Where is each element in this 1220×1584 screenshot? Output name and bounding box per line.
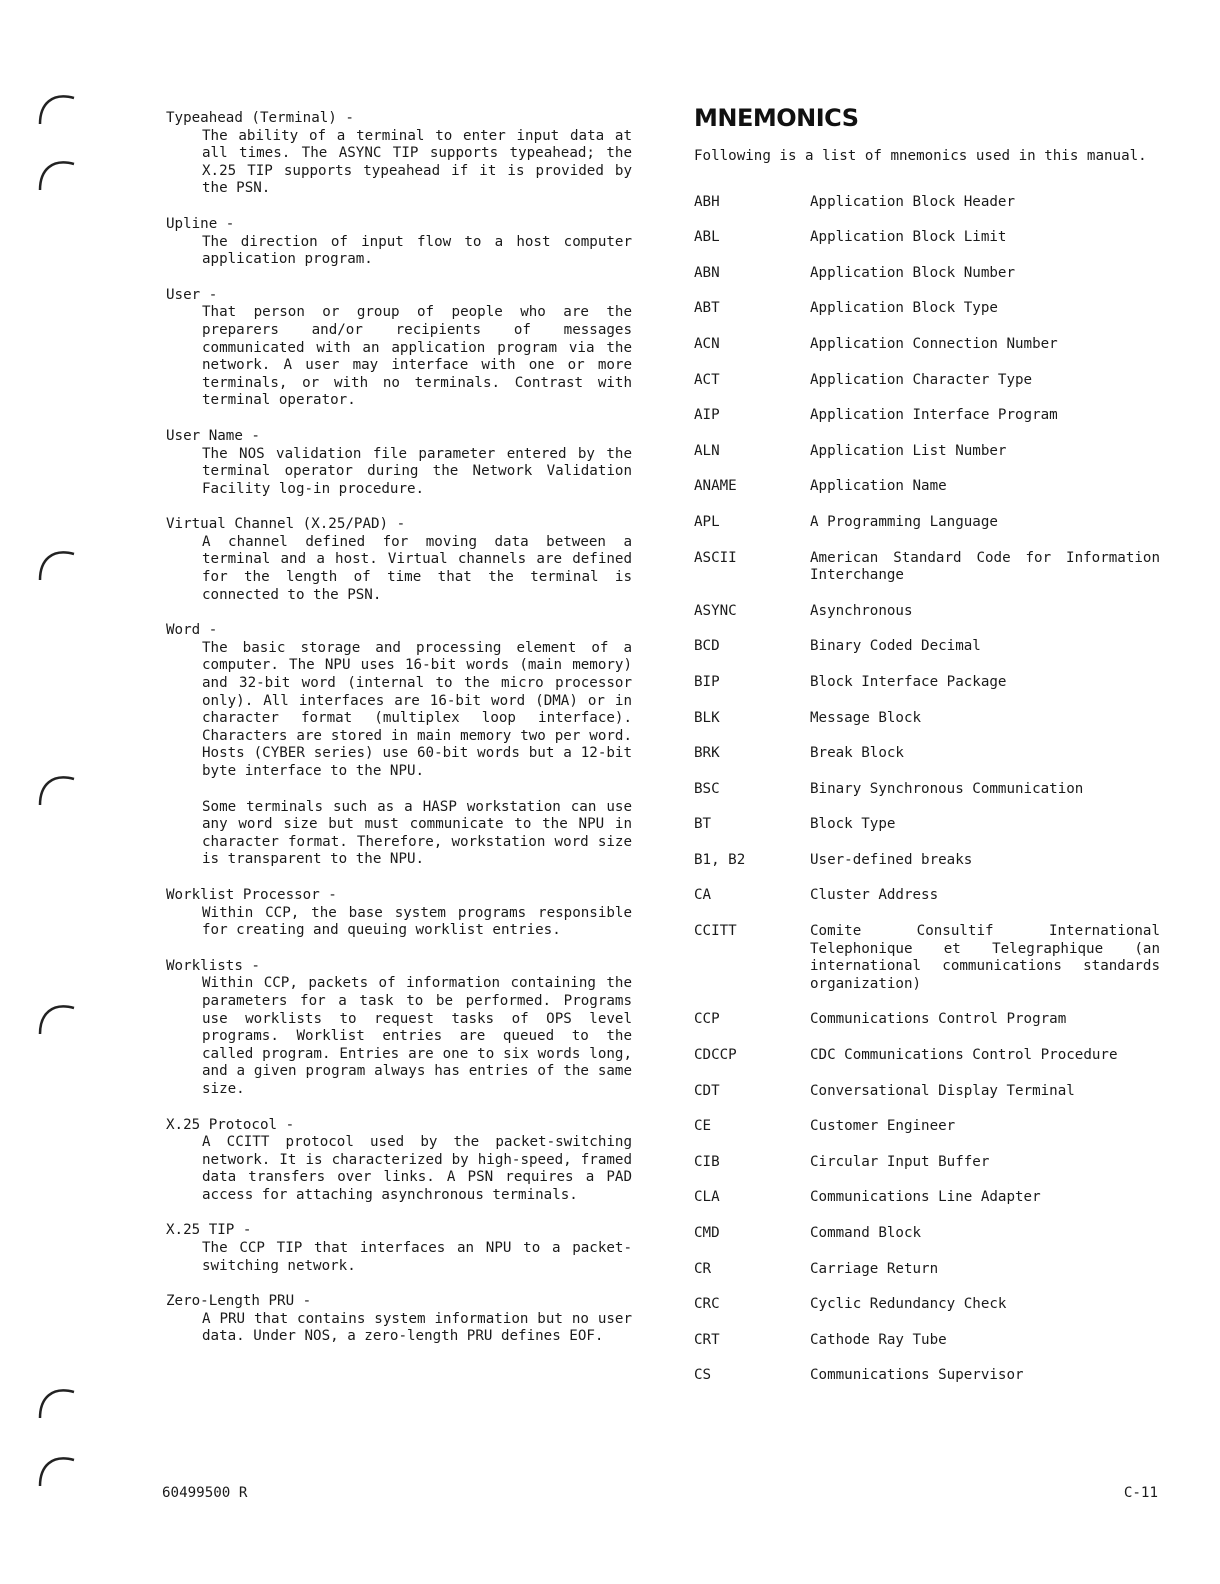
mnemonic-meaning: Application Block Type <box>810 300 998 317</box>
glossary-term: X.25 TIP - <box>166 1222 252 1239</box>
mnemonic-abbreviation: ASYNC <box>694 602 737 619</box>
mnemonic-abbreviation: BRK <box>694 745 720 762</box>
mnemonic-row <box>694 852 1160 870</box>
mnemonic-row <box>694 550 1160 585</box>
glossary-entry <box>166 1222 632 1275</box>
glossary-term: Zero-Length PRU - <box>166 1293 312 1310</box>
mnemonic-abbreviation: CRC <box>694 1296 720 1313</box>
glossary-definition: A PRU that contains system information but no user data. Under NOS, a zero-length PRU defines EOF. <box>202 1310 632 1345</box>
mnemonic-meaning: Application Connection Number <box>810 335 1058 352</box>
document-number: 60499500 R <box>162 1485 248 1501</box>
mnemonic-meaning: Break Block <box>810 745 904 762</box>
mnemonic-abbreviation: BT <box>694 816 712 833</box>
mnemonic-meaning: Communications Control Program <box>810 1011 1067 1028</box>
mnemonic-row <box>694 300 1160 318</box>
mnemonic-meaning: Application Block Number <box>810 264 1015 281</box>
mnemonic-abbreviation: ACT <box>694 371 720 388</box>
mnemonic-meaning: Binary Synchronous Communication <box>810 780 1084 797</box>
punch-hole-mark <box>34 1446 80 1492</box>
mnemonic-row <box>694 194 1160 212</box>
mnemonic-row <box>694 887 1160 905</box>
mnemonic-row <box>694 1047 1160 1065</box>
mnemonic-abbreviation: BCD <box>694 638 720 655</box>
mnemonic-meaning: A Programming Language <box>810 513 998 530</box>
punch-hole-mark <box>34 84 80 130</box>
mnemonics-column <box>694 104 1160 1403</box>
mnemonic-meaning: Communications Line Adapter <box>810 1189 1041 1206</box>
mnemonics-intro: Following is a list of mnemonics used in this manual. <box>694 148 1147 164</box>
mnemonic-meaning: Application Block Header <box>810 193 1015 210</box>
mnemonic-row <box>694 638 1160 656</box>
mnemonic-meaning: CDC Communications Control Procedure <box>810 1047 1118 1064</box>
mnemonic-abbreviation: ALN <box>694 442 720 459</box>
mnemonic-abbreviation: CE <box>694 1118 712 1135</box>
mnemonic-meaning: User-defined breaks <box>810 851 973 868</box>
mnemonic-row <box>694 1225 1160 1243</box>
glossary-term: Worklists - <box>166 957 260 974</box>
mnemonics-list <box>694 194 1160 1385</box>
mnemonic-abbreviation: APL <box>694 513 720 530</box>
glossary-definition: The NOS validation file parameter entered by the terminal operator during the Network Validation Facility log-in procedure. <box>202 445 632 497</box>
mnemonic-row <box>694 603 1160 621</box>
mnemonic-meaning: Customer Engineer <box>810 1118 956 1135</box>
mnemonic-meaning: Application Interface Program <box>810 407 1058 424</box>
punch-hole-mark <box>34 150 80 196</box>
glossary-column <box>166 110 632 1364</box>
glossary-definition: Some terminals such as a HASP workstation can use any word size but must communicate to the NPU in character format. Therefore, workstation word size is transparent to the NPU. <box>202 798 632 868</box>
mnemonic-row <box>694 407 1160 425</box>
glossary-definition: Within CCP, packets of information containing the parameters for a task to be performed. Programs use worklists to request tasks of OPS level programs. Worklist entries are queued to the called program. Entries are one to six words long, and a given program always has entries of the same size. <box>202 975 632 1097</box>
mnemonic-abbreviation: CMD <box>694 1225 720 1241</box>
mnemonic-meaning: Circular Input Buffer <box>810 1153 990 1170</box>
page-number: C-11 <box>1123 1485 1158 1501</box>
mnemonic-meaning: Application Block Limit <box>810 229 1007 246</box>
glossary-entry <box>166 287 632 410</box>
mnemonic-row <box>694 1118 1160 1136</box>
glossary-entry <box>166 622 632 869</box>
glossary-definition: The direction of input flow to a host computer application program. <box>202 233 632 268</box>
glossary-definition: The basic storage and processing element of a computer. The NPU uses 16-bit words (main memory) and 32-bit word (internal to the micro processor only). All interfaces are 16-bit word (DMA) or in character format (multiplex loop interface). Characters are stored in main memory two per word. Hosts (CYBER series) use 60-bit words but a 12-bit byte interface to the NPU. <box>202 639 632 779</box>
mnemonic-row <box>694 336 1160 354</box>
glossary-term: Typeahead (Terminal) - <box>166 110 354 126</box>
mnemonic-meaning: Application List Number <box>810 442 1007 459</box>
mnemonic-row <box>694 229 1160 247</box>
mnemonic-row <box>694 781 1160 799</box>
punch-hole-mark <box>34 1378 80 1424</box>
mnemonic-meaning: Cathode Ray Tube <box>810 1331 947 1348</box>
glossary-term: Worklist Processor - <box>166 886 337 903</box>
mnemonic-row <box>694 1332 1160 1350</box>
glossary-entry <box>166 958 632 1099</box>
mnemonic-meaning: Cyclic Redundancy Check <box>810 1296 1007 1313</box>
mnemonic-row <box>694 1154 1160 1172</box>
mnemonic-row <box>694 478 1160 496</box>
mnemonic-abbreviation: CA <box>694 887 712 904</box>
mnemonic-row <box>694 1189 1160 1207</box>
glossary-definition: The CCP TIP that interfaces an NPU to a packet-switching network. <box>202 1240 632 1274</box>
glossary-definition: That person or group of people who are the preparers and/or recipients of messages communicated with an application program via the network. A user may interface with one or more terminals, or with no terminals. Contrast with terminal operator. <box>202 304 632 409</box>
mnemonic-meaning: Carriage Return <box>810 1260 939 1277</box>
mnemonic-meaning: Binary Coded Decimal <box>810 638 981 655</box>
mnemonic-abbreviation: CRT <box>694 1331 720 1348</box>
mnemonic-abbreviation: ABT <box>694 300 720 317</box>
mnemonic-meaning: Application Name <box>810 478 947 495</box>
mnemonic-abbreviation: CDCCP <box>694 1047 737 1064</box>
mnemonic-meaning: Command Block <box>810 1225 922 1241</box>
mnemonic-row <box>694 1367 1160 1385</box>
glossary-entry <box>166 887 632 940</box>
glossary-definition: Within CCP, the base system programs responsible for creating and queuing worklist entries. <box>202 904 632 939</box>
mnemonic-abbreviation: B1, B2 <box>694 851 746 868</box>
glossary-term: User - <box>166 286 218 303</box>
punch-hole-mark <box>34 540 80 586</box>
mnemonic-abbreviation: BLK <box>694 709 720 726</box>
mnemonic-abbreviation: CCP <box>694 1011 720 1028</box>
mnemonic-abbreviation: AIP <box>694 407 720 424</box>
mnemonic-meaning: Block Type <box>810 816 896 833</box>
mnemonic-meaning: Cluster Address <box>810 887 939 904</box>
glossary-entry <box>166 216 632 269</box>
mnemonic-row <box>694 1261 1160 1279</box>
mnemonic-row <box>694 514 1160 532</box>
glossary-term: Upline - <box>166 215 235 232</box>
mnemonic-abbreviation: ACN <box>694 335 720 352</box>
mnemonic-abbreviation: BSC <box>694 780 720 797</box>
glossary-term: User Name - <box>166 427 260 444</box>
mnemonic-abbreviation: CIB <box>694 1153 720 1170</box>
glossary-term: X.25 Protocol - <box>166 1116 295 1133</box>
mnemonic-meaning: Message Block <box>810 709 922 726</box>
glossary-definition: A channel defined for moving data between a terminal and a host. Virtual channels are defined for the length of time that the terminal is connected to the PSN. <box>202 533 632 603</box>
glossary-entry <box>166 110 632 198</box>
mnemonic-abbreviation: BIP <box>694 673 720 690</box>
mnemonic-abbreviation: CCITT <box>694 923 737 940</box>
glossary-term: Word - <box>166 622 218 639</box>
mnemonic-meaning: Block Interface Package <box>810 673 1007 690</box>
mnemonic-meaning: Conversational Display Terminal <box>810 1082 1075 1099</box>
mnemonic-row <box>694 1296 1160 1314</box>
mnemonic-abbreviation: CDT <box>694 1082 720 1099</box>
glossary-entry <box>166 516 632 604</box>
mnemonic-abbreviation: ABH <box>694 193 720 210</box>
mnemonic-abbreviation: CLA <box>694 1189 720 1206</box>
mnemonic-abbreviation: ABL <box>694 229 720 246</box>
mnemonic-abbreviation: CS <box>694 1367 712 1384</box>
mnemonic-abbreviation: ABN <box>694 264 720 281</box>
mnemonic-row <box>694 1011 1160 1029</box>
mnemonic-meaning: Comite Consultif International Telephonique et Telegraphique (an international communications standards organization) <box>810 923 1160 992</box>
glossary-entry <box>166 1117 632 1205</box>
mnemonic-abbreviation: CR <box>694 1260 712 1277</box>
glossary-entry <box>166 1293 632 1346</box>
glossary-term: Virtual Channel (X.25/PAD) - <box>166 516 406 533</box>
mnemonic-meaning: Communications Supervisor <box>810 1367 1024 1384</box>
mnemonic-row <box>694 710 1160 728</box>
glossary-definition: The ability of a terminal to enter input data at all times. The ASYNC TIP supports typeahead; the X.25 TIP supports typeahead if it is provided by the PSN. <box>202 127 632 197</box>
section-heading: MNEMONICS <box>694 104 859 132</box>
punch-hole-mark <box>34 765 80 811</box>
mnemonic-meaning: American Standard Code for Information Interchange <box>810 549 1160 584</box>
punch-hole-mark <box>34 994 80 1040</box>
mnemonic-meaning: Asynchronous <box>810 602 913 619</box>
mnemonic-row <box>694 674 1160 692</box>
mnemonic-row <box>694 816 1160 834</box>
mnemonic-row <box>694 443 1160 461</box>
mnemonic-row <box>694 372 1160 390</box>
glossary-definition: A CCITT protocol used by the packet-switching network. It is characterized by high-speed, framed data transfers over links. A PSN requires a PAD access for attaching asynchronous terminals. <box>202 1134 632 1203</box>
mnemonic-meaning: Application Character Type <box>810 371 1033 388</box>
mnemonic-abbreviation: ASCII <box>694 549 737 566</box>
mnemonic-row <box>694 745 1160 763</box>
mnemonic-row <box>694 265 1160 283</box>
mnemonic-abbreviation: ANAME <box>694 478 737 495</box>
glossary-entry <box>166 428 632 498</box>
mnemonic-row <box>694 1083 1160 1101</box>
mnemonic-row <box>694 923 1160 993</box>
